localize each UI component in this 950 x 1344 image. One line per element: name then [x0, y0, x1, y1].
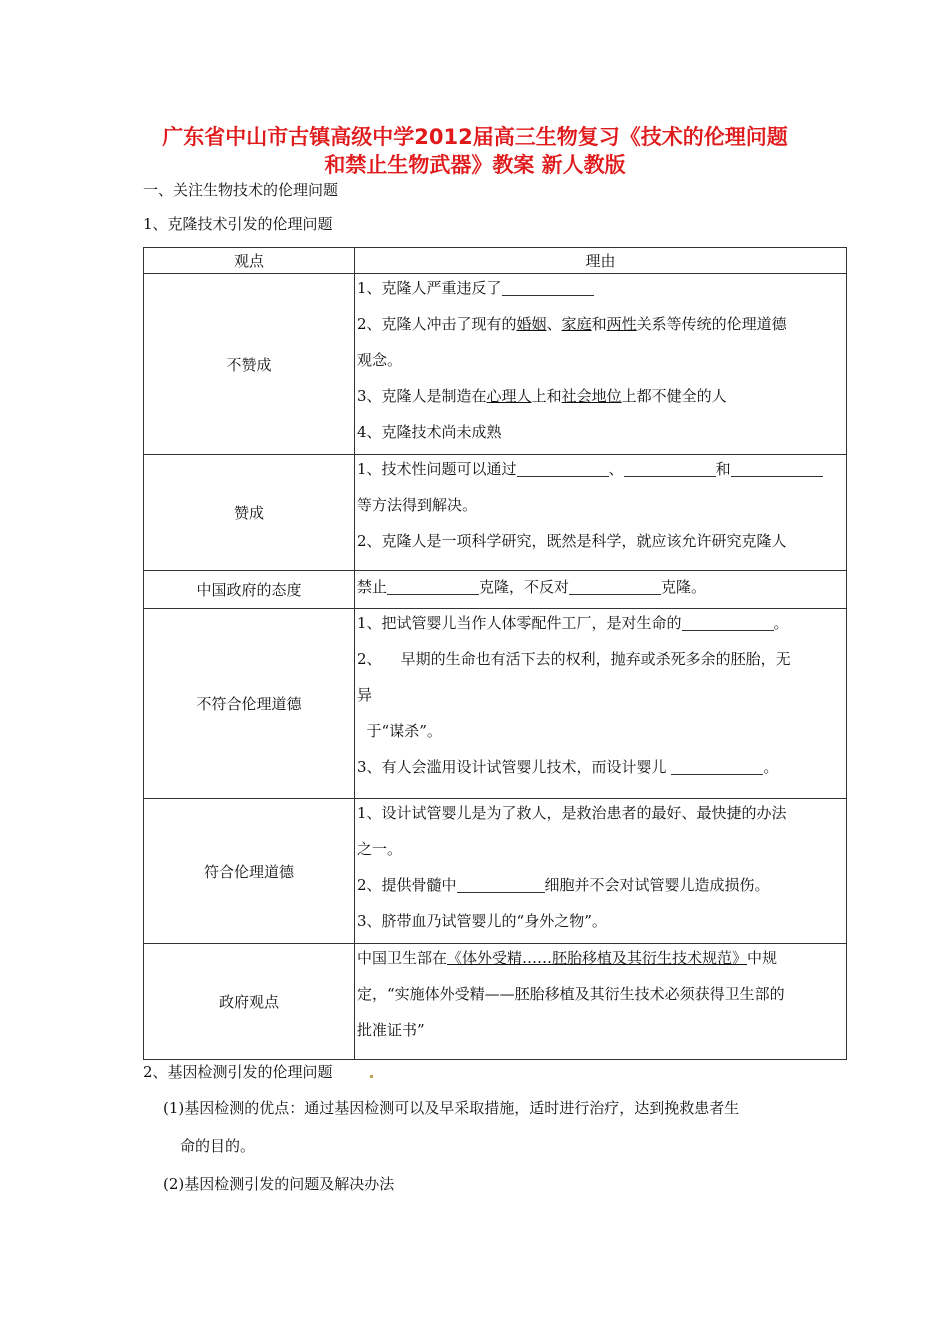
- reason-line: 2、 早期的生命也有活下去的权利，抛弃或杀死多余的胚胎，无: [357, 650, 791, 668]
- reason-line: 1、克隆人严重违反了: [357, 270, 846, 306]
- fill-blank[interactable]: [682, 614, 774, 631]
- reason-line: 4、克隆技术尚未成熟: [357, 423, 502, 441]
- reason-line: 2、克隆人冲击了现有的婚姻、家庭和两性关系等传统的伦理道德: [357, 315, 787, 333]
- fill-blank[interactable]: [671, 758, 763, 775]
- fill-blank[interactable]: [517, 460, 609, 477]
- table-row: [144, 274, 847, 455]
- paragraph-line: 命的目的。: [180, 1137, 256, 1155]
- fill-blank[interactable]: [624, 460, 716, 477]
- view-support: 赞成: [144, 455, 355, 571]
- paragraph-line: (1)基因检测的优点：通过基因检测可以及早采取措施，适时进行治疗，达到挽救患者生: [163, 1099, 740, 1117]
- view-government: 政府观点: [144, 944, 355, 1060]
- document-title-line-2: 和禁止生物武器》教案 新人教版: [324, 153, 626, 177]
- reason-line: 1、把试管婴儿当作人体零配件工厂，是对生命的 。: [357, 614, 789, 632]
- view-ethical: 符合伦理道德: [144, 799, 355, 944]
- table-row: [144, 944, 847, 1060]
- reason-line: 3、脐带血乃试管婴儿的“身外之物”。: [357, 912, 607, 930]
- table-row: [144, 455, 847, 571]
- table-row: [144, 571, 847, 609]
- view-unethical: 不符合伦理道德: [144, 609, 355, 799]
- fill-blank[interactable]: [387, 578, 479, 595]
- paragraph-line: (2)基因检测引发的问题及解决办法: [163, 1175, 395, 1193]
- reason-line: 于“谋杀”。: [357, 722, 442, 740]
- fill-blank[interactable]: [731, 460, 823, 477]
- reason-line: 定，“实施体外受精——胚胎移植及其衍生技术必须获得卫生部的: [357, 985, 785, 1003]
- view-oppose: 不赞成: [144, 274, 355, 455]
- reason-line: 之一。: [357, 840, 403, 858]
- reason-line: 3、有人会滥用设计试管婴儿技术，而设计婴儿 。: [357, 758, 779, 776]
- subsection-heading-cloning: 1、克隆技术引发的伦理问题: [143, 215, 333, 233]
- reason-cell: [355, 571, 847, 609]
- stray-mark: [370, 1075, 373, 1078]
- reason-cell: [355, 944, 847, 1060]
- reason-line: 异: [357, 686, 373, 704]
- subsection-heading-gene-testing: 2、基因检测引发的伦理问题: [143, 1063, 333, 1081]
- reason-cell: [355, 799, 847, 944]
- reason-line: 等方法得到解决。: [357, 496, 478, 514]
- table-row: [144, 609, 847, 799]
- view-government-attitude: 中国政府的态度: [144, 571, 355, 609]
- table-row: [144, 799, 847, 944]
- cloning-ethics-table: [143, 247, 847, 1060]
- reason-line: 中国卫生部在《体外受精……胚胎移植及其衍生技术规范》中规: [357, 949, 778, 967]
- document-title-line-1: 广东省中山市古镇高级中学2012届高三生物复习《技术的伦理问题: [162, 125, 788, 149]
- reason-cell: [355, 274, 847, 455]
- fill-blank[interactable]: [457, 876, 545, 893]
- reason-line: 观念。: [357, 351, 403, 369]
- reason-line: 禁止 克隆，不反对 克隆。: [357, 578, 707, 596]
- reason-cell: [355, 455, 847, 571]
- reason-line: 批准证书”: [357, 1021, 425, 1039]
- header-reason: 理由: [355, 248, 847, 274]
- header-view: 观点: [144, 248, 355, 274]
- reason-line: 2、克隆人是一项科学研究，既然是科学，就应该允许研究克隆人: [357, 532, 787, 550]
- reason-cell: [355, 609, 847, 799]
- reason-line: 3、克隆人是制造在心理人上和社会地位上都不健全的人: [357, 387, 727, 405]
- section-heading: 一、关注生物技术的伦理问题: [143, 181, 339, 199]
- reason-line: 1、设计试管婴儿是为了救人，是救治患者的最好、最快捷的办法: [357, 804, 787, 822]
- reason-line: 2、提供骨髓中 细胞并不会对试管婴儿造成损伤。: [357, 876, 770, 894]
- reason-line: 1、技术性问题可以通过 、 和: [357, 451, 846, 487]
- fill-blank[interactable]: [502, 279, 594, 296]
- fill-blank[interactable]: [569, 578, 661, 595]
